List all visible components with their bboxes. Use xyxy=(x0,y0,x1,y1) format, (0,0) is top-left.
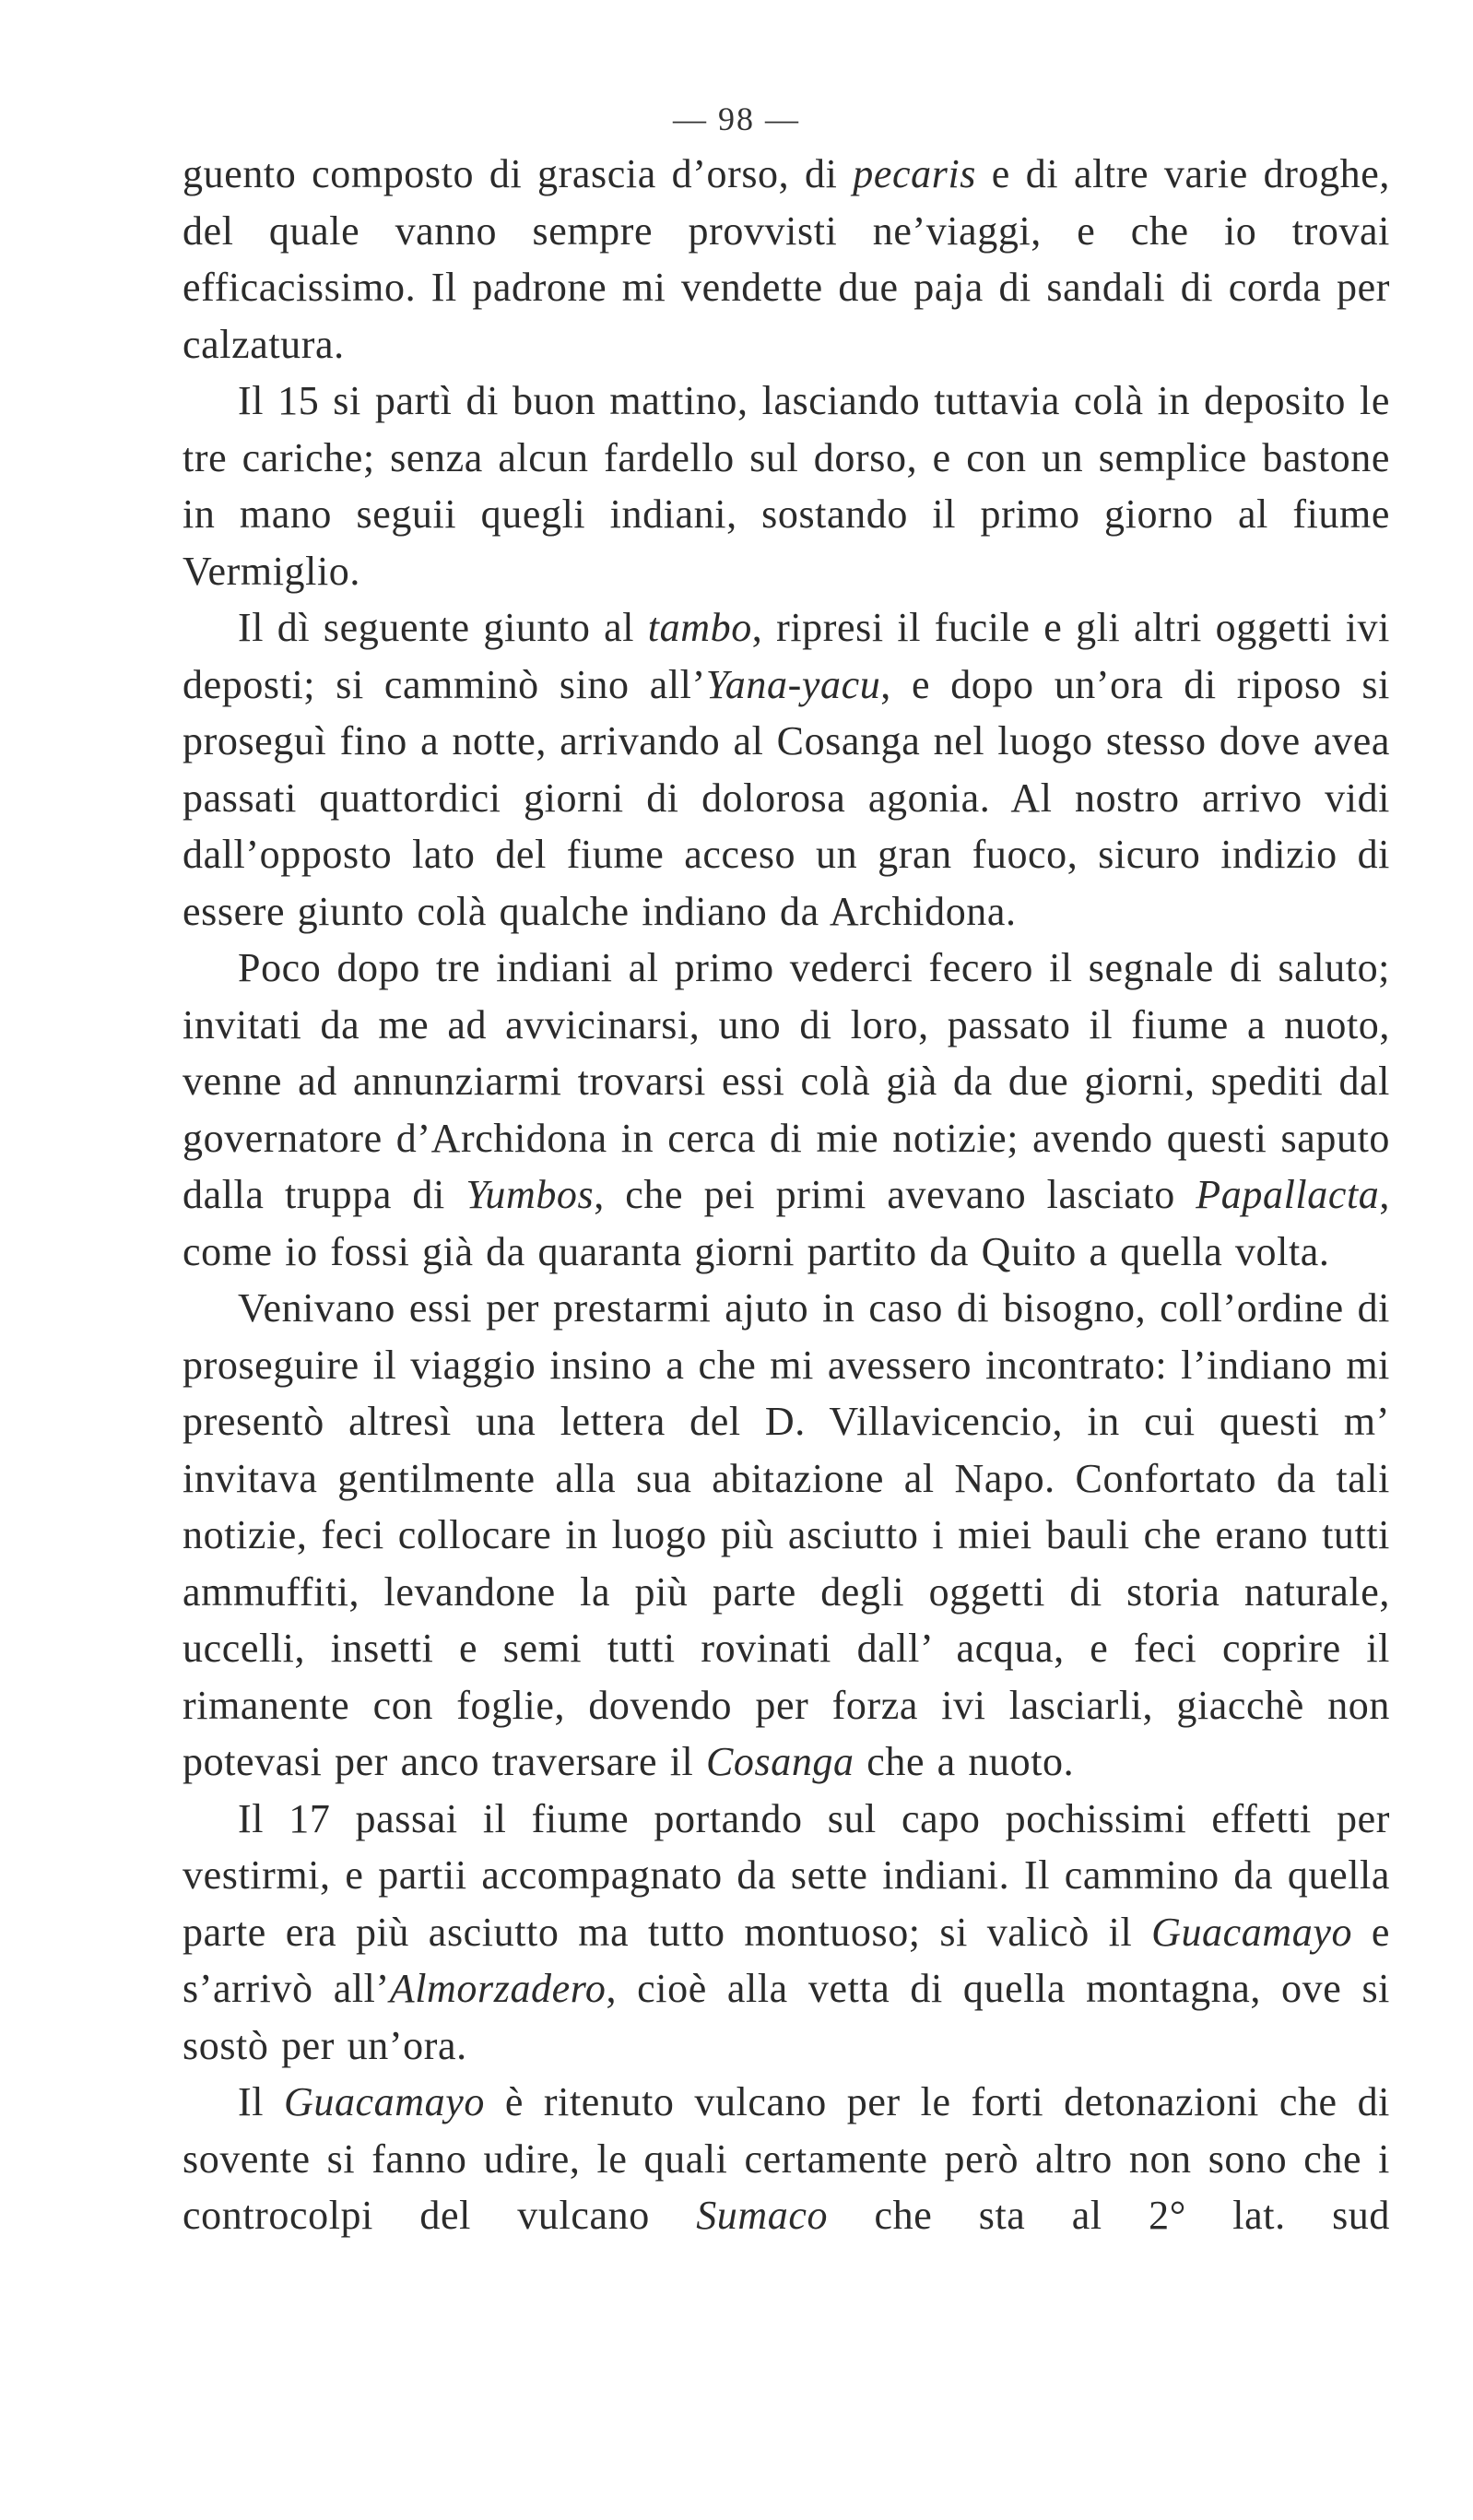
paragraph-p4 xyxy=(183,940,1390,1280)
paragraph-p5 xyxy=(183,1280,1390,1791)
page-number: — 98 — xyxy=(673,101,800,137)
italic-term: Yumbos xyxy=(465,1172,595,1217)
italic-term: pecaris xyxy=(853,151,977,196)
text-run: , cioè alla vetta di quella montagna, ove si sostò per un’ora. xyxy=(183,1966,1390,2068)
text-run: che sta al 2° lat. sud xyxy=(828,2193,1390,2238)
text-run: Il dì seguente giunto al xyxy=(238,605,648,650)
text-run: Il 17 passai il fiume portando sul capo pochissimi effetti per vestirmi, e partii accompagnato da sette indiani. Il cammino da quella parte era più asciutto ma tutto montuoso; si valicò il xyxy=(183,1795,1390,1955)
text-run: , come io fossi già da quaranta giorni partito da Quito a quella volta. xyxy=(183,1172,1390,1274)
text-run: e s’arrivò all’ xyxy=(183,1909,1390,2011)
text-run: , ripresi il fucile e gli altri oggetti ivi deposti; si camminò sino all’ xyxy=(183,605,1390,707)
paragraph-p7 xyxy=(183,2074,1390,2244)
text-run: guento composto di grascia d’orso, di xyxy=(183,151,854,196)
text-run: , e dopo un’ora di riposo si proseguì fino a notte, arrivando al Cosanga nel luogo stesso dove avea passati quattordici giorni di dolorosa agonia. Al nostro arrivo vidi dall’opposto lato del fiume acceso un gran fuoco, sicuro indizio di essere giunto colà qualche indiano da Archidona. xyxy=(183,661,1390,934)
text-run: Venivano essi per prestarmi ajuto in caso di bisogno, coll’ordine di proseguire il viaggio insino a che mi avessero incontrato: l’indiano mi presentò altresì una lettera del D. Villavicencio, in cui questi m’ invitava gentilmente alla sua abitazione al Napo. Confortato da tali notizie, feci collocare in luogo più asciutto i miei bauli che erano tutti ammuffiti, levandone la più parte degli oggetti di storia naturale, uccelli, insetti e semi tutti rovinati dall’ acqua, e feci coprire il rimanente con foglie, dovendo per forza ivi lasciarli, giacchè non potevasi per anco traversare il xyxy=(183,1285,1390,1784)
text-run: e di altre varie droghe, del quale vanno sempre provvisti ne’viaggi, e che io trovai efficacissimo. Il padrone mi vendette due paja di sandali di corda per calzatura. xyxy=(183,151,1391,367)
text-run: Poco dopo tre indiani al primo vederci fecero il segnale di saluto; invitati da me ad avvicinarsi, uno di loro, passato il fiume a nuoto, venne ad annunziarmi trovarsi essi colà già da due giorni, spediti dal governatore d’Archidona in cerca di mie notizie; avendo questi saputo dalla truppa di xyxy=(183,945,1390,1217)
text-run: Il 15 si partì di buon mattino, lasciando tuttavia colà in deposito le tre cariche; senza alcun fardello sul dorso, e con un semplice bastone in mano seguii quegli indiani, sostando il primo giorno al fiume Vermiglio. xyxy=(183,378,1390,594)
body-text xyxy=(183,146,1390,2244)
text-run: , che pei primi avevano lasciato xyxy=(594,1172,1196,1217)
italic-term: Guacamayo xyxy=(1151,1909,1353,1955)
italic-term: Cosanga xyxy=(705,1739,854,1784)
text-run: Il xyxy=(238,2079,284,2124)
italic-term: Almorzadero xyxy=(389,1966,607,2011)
italic-term: Sumaco xyxy=(696,2193,829,2238)
italic-term: Yana-yacu xyxy=(705,661,881,707)
italic-term: Guacamayo xyxy=(283,2079,485,2124)
italic-term: tambo xyxy=(647,605,752,650)
text-run: che a nuoto. xyxy=(854,1739,1075,1784)
paragraph-p1 xyxy=(183,146,1390,373)
paragraph-p3 xyxy=(183,599,1390,940)
text-run: è ritenuto vulcano per le forti detonazioni che di sovente si fanno udire, le quali certamente però altro non sono che i controcolpi del vulcano xyxy=(183,2079,1390,2238)
paragraph-p2 xyxy=(183,373,1390,599)
paragraph-p6 xyxy=(183,1791,1390,2075)
italic-term: Papallacta xyxy=(1196,1172,1380,1217)
